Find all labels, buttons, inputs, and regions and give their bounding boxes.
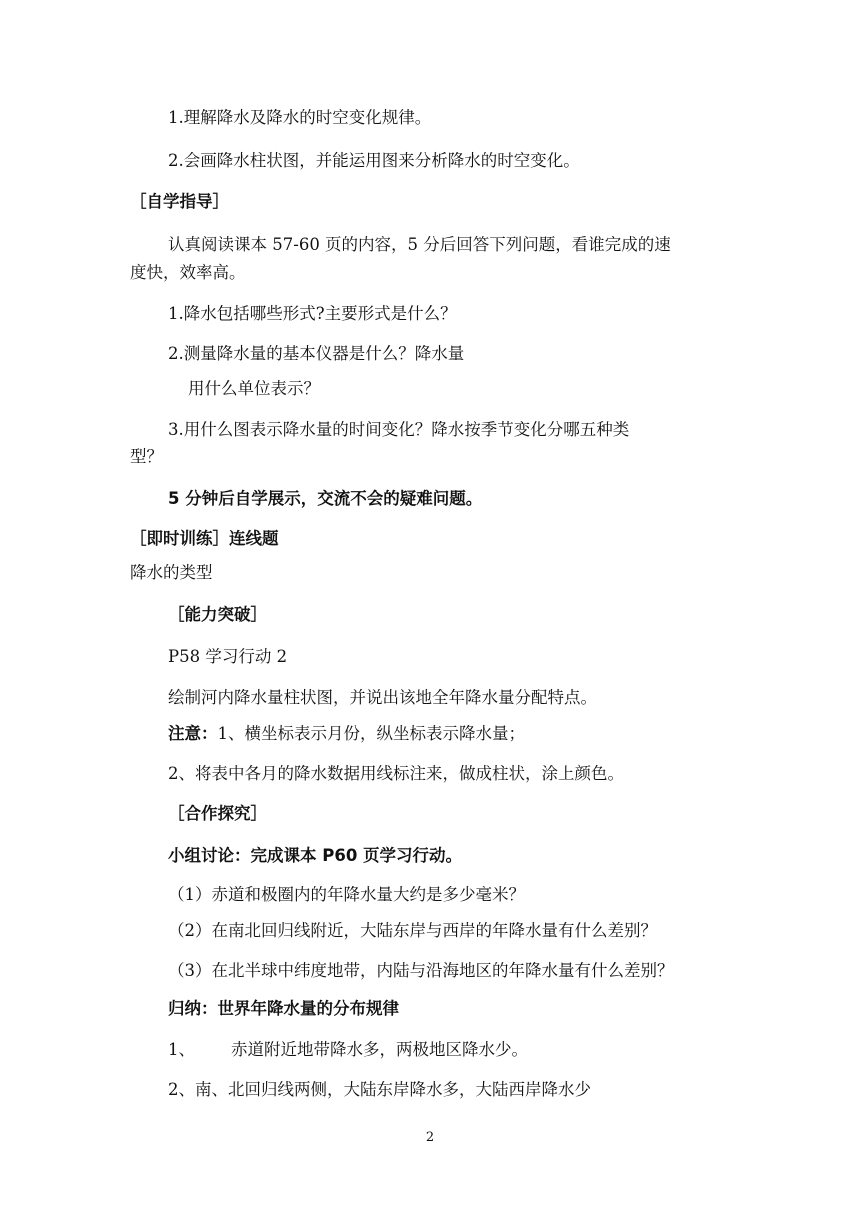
summary-point-1 (168, 1039, 528, 1061)
cooperation-question-2: （2）在南北回归线附近，大陆东岸与西岸的年降水量有什么差别？ (168, 921, 657, 940)
cooperation-discussion: 小组讨论：完成课本 P60 页学习行动。 (168, 846, 463, 865)
self-study-question-3-line2: 型？ (130, 447, 163, 466)
page-number: 2 (425, 1130, 435, 1145)
ability-note-line1 (168, 723, 525, 745)
note-text-1: 1、横坐标表示月份，纵坐标表示降水量； (217, 724, 525, 743)
summary-point-1-number: 1、 (168, 1040, 195, 1059)
ability-note-line2: 2、将表中各月的降水数据用线标注来，做成柱状，涂上颜色。 (168, 764, 624, 783)
self-study-heading: ［自学指导］ (130, 192, 229, 211)
self-study-intro-line1: 认真阅读课本 57-60 页的内容，5 分后回答下列问题，看谁完成的速 (168, 235, 671, 254)
note-label: 注意： (168, 724, 218, 743)
cooperation-question-1: （1）赤道和极圈内的年降水量大约是多少毫米？ (168, 885, 525, 904)
training-heading: ［即时训练］连线题 (130, 529, 279, 548)
cooperation-question-3: （3）在北半球中纬度地带，内陆与沿海地区的年降水量有什么差别？ (168, 961, 674, 980)
objective-2: 2.会画降水柱状图，并能运用图来分析降水的时空变化。 (168, 151, 580, 170)
self-study-question-2-line2: 用什么单位表示？ (188, 379, 320, 398)
self-study-question-3-line1: 3.用什么图表示降水量的时间变化？降水按季节变化分哪五种类 (168, 420, 630, 439)
training-item: 降水的类型 (130, 563, 213, 582)
self-study-question-1: 1.降水包括哪些形式?主要形式是什么？ (168, 304, 457, 323)
cooperation-heading: ［合作探究］ (168, 804, 267, 823)
self-study-show-note: 5 分钟后自学展示，交流不会的疑难问题。 (168, 489, 483, 508)
objective-1: 1.理解降水及降水的时空变化规律。 (168, 108, 432, 127)
ability-reference: P58 学习行动 2 (168, 647, 288, 666)
ability-task: 绘制河内降水量柱状图，并说出该地全年降水量分配特点。 (168, 688, 597, 707)
summary-point-1-text: 赤道附近地带降水多，两极地区降水少。 (231, 1040, 528, 1059)
self-study-intro-line2: 度快，效率高。 (130, 263, 246, 282)
summary-heading: 归纳：世界年降水量的分布规律 (168, 999, 399, 1018)
summary-point-2: 2、南、北回归线两侧，大陆东岸降水多，大陆西岸降水少 (168, 1080, 591, 1099)
self-study-question-2-line1: 2.测量降水量的基本仪器是什么？降水量 (168, 344, 465, 363)
ability-heading: ［能力突破］ (168, 605, 267, 624)
